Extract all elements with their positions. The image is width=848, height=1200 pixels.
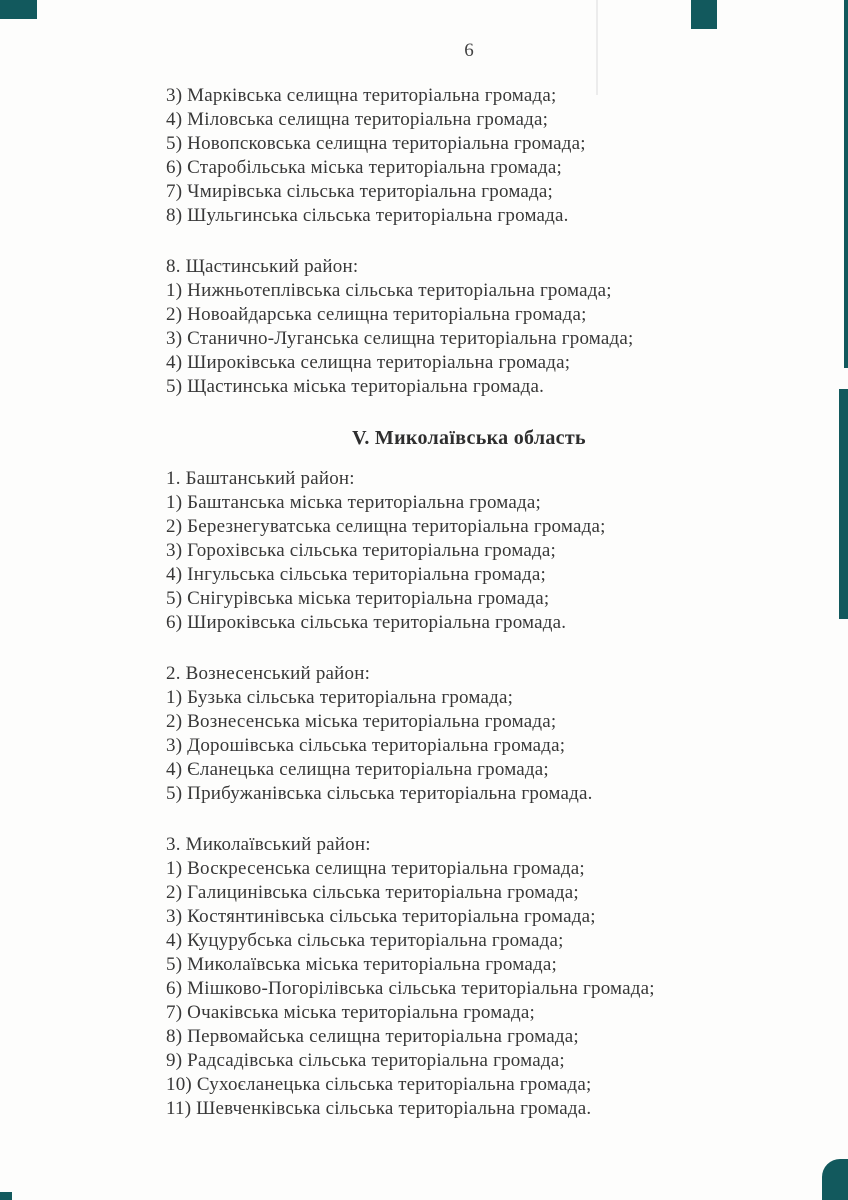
section-voznesensk-district (166, 662, 786, 806)
document-line: 4) Куцурубська сільська територіальна громада; (166, 930, 564, 951)
document-content (166, 84, 786, 1121)
document-line: 5) Щастинська міська територіальна громада. (166, 376, 545, 397)
document-line: 5) Новопсковська селищна територіальна громада; (166, 133, 586, 154)
document-line: 4) Широківська селищна територіальна громада; (166, 352, 571, 373)
document-line: 7) Очаківська міська територіальна громада; (166, 1002, 535, 1023)
document-line: 1) Воскресенська селищна територіальна громада; (166, 858, 585, 879)
document-line: 2) Галицинівська сільська територіальна громада; (166, 882, 579, 903)
scan-artifact-bottom-left (0, 1192, 12, 1200)
document-line: 6) Мішково-Погорілівська сільська територіальна громада; (166, 978, 655, 999)
document-line: 9) Радсадівська сільська територіальна громада; (166, 1050, 565, 1071)
section-shchastia-district (166, 255, 786, 399)
section-luhansk-communities-continued (166, 84, 786, 228)
document-line: 1) Баштанська міська територіальна громада; (166, 492, 542, 513)
document-line: 3. Миколаївський район: (166, 834, 371, 855)
scan-artifact-right-edge-middle (839, 389, 848, 619)
document-line: 3) Станично-Луганська селищна територіальна громада; (166, 328, 634, 349)
document-line: 10) Сухоєланецька сільська територіальна громада; (166, 1074, 592, 1095)
section-mykolaiv-district (166, 833, 786, 1121)
scan-artifact-top-left (0, 0, 37, 19)
document-line: 8) Первомайська селищна територіальна громада; (166, 1026, 579, 1047)
document-line: 1) Бузька сільська територіальна громада; (166, 687, 514, 708)
document-line: 4) Єланецька селищна територіальна громада; (166, 759, 549, 780)
page-number: 6 (464, 40, 474, 61)
scan-artifact-right-edge-top (844, 0, 848, 368)
scan-artifact-bottom-right (822, 1159, 848, 1200)
scan-artifact-top-right (691, 0, 717, 29)
document-line: 3) Дорошівська сільська територіальна громада; (166, 735, 566, 756)
document-line: 6) Старобільська міська територіальна громада; (166, 157, 562, 178)
document-line: 8. Щастинський район: (166, 256, 359, 277)
document-line: 11) Шевченківська сільська територіальна громада. (166, 1098, 592, 1119)
document-line: 3) Горохівська сільська територіальна громада; (166, 540, 557, 561)
document-line: 3) Марківська селищна територіальна громада; (166, 85, 557, 106)
document-line: 2) Березнегуватська селищна територіальна громада; (166, 516, 606, 537)
document-line: 3) Костянтинівська сільська територіальна громада; (166, 906, 596, 927)
document-line: 7) Чмирівська сільська територіальна громада; (166, 181, 554, 202)
section-bashtanka-district (166, 467, 786, 635)
document-line: 5) Прибужанівська сільська територіальна громада. (166, 783, 593, 804)
document-line: 5) Миколаївська міська територіальна громада; (166, 954, 557, 975)
document-line: 8) Шульгинська сільська територіальна громада. (166, 205, 569, 226)
document-line: 5) Снігурівська міська територіальна громада; (166, 588, 550, 609)
document-line: 6) Широківська сільська територіальна громада. (166, 612, 567, 633)
document-line: 1. Баштанський район: (166, 468, 355, 489)
document-line: 1) Нижньотеплівська сільська територіальна громада; (166, 280, 612, 301)
document-line: 4) Міловська селищна територіальна громада; (166, 109, 549, 130)
document-line: 2. Вознесенський район: (166, 663, 371, 684)
document-line: 2) Вознесенська міська територіальна громада; (166, 711, 557, 732)
document-line: 4) Інгульська сільська територіальна громада; (166, 564, 546, 585)
document-line: 2) Новоайдарська селищна територіальна громада; (166, 304, 587, 325)
oblast-heading: V. Миколаївська область (352, 427, 586, 449)
